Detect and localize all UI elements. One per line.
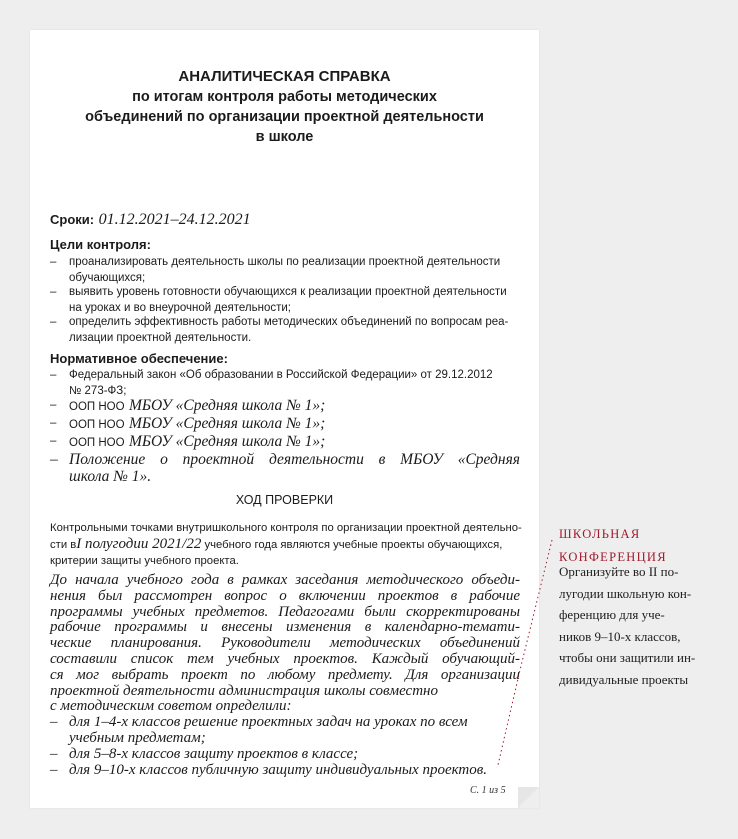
paragraph-text: сти в (50, 539, 77, 551)
paragraph-line: нения был рассмотрен вопрос о включении проектов в рабочие (50, 587, 520, 604)
oop-prefix: ООП НОО (69, 419, 125, 431)
goal-line: проанализировать деятельность школы по реализации проектной деятельности (69, 256, 501, 268)
list-line: для 1–4-х классов решение проектных задач на уроках по всем (69, 714, 468, 731)
norm-line: школа № 1». (69, 468, 152, 485)
norms-heading: Нормативное обеспечение: (50, 351, 228, 366)
dash: – (50, 451, 58, 468)
oop-school: МБОУ «Средняя школа № 1»; (129, 415, 326, 432)
note-line: лугодии школьную кон- (559, 585, 692, 601)
title-line: объединений по организации проектной деятельности (85, 109, 484, 125)
dash: – (50, 435, 57, 447)
list-line: для 9–10-х классов публичную защиту индивидуальных проектов. (69, 761, 488, 778)
norm-line: Федеральный закон «Об образовании в Российской Федерации» от 29.12.2012 (69, 369, 493, 381)
page-number: С. 1 из 5 (470, 785, 506, 796)
dash: – (50, 761, 58, 778)
norm-item (50, 415, 520, 433)
norm-line: Положение о проектной деятельности в МБОУ «Средняя (69, 451, 520, 468)
oop-school: МБОУ «Средняя школа № 1»; (129, 433, 326, 450)
list-item (50, 763, 520, 779)
page-fold-corner (518, 787, 539, 808)
terms-label: Сроки: (50, 212, 95, 227)
dash: – (50, 399, 57, 411)
norm-item (50, 451, 520, 487)
norm-item (50, 433, 520, 451)
oop-prefix: ООП НОО (69, 437, 125, 449)
goal-line: обучающихся; (69, 272, 146, 284)
norm-item (50, 397, 520, 415)
list-item (50, 715, 520, 747)
dotted-line (498, 540, 552, 765)
paragraph-line: проектной деятельности администрация школы совместно (50, 682, 438, 699)
oop-prefix: ООП НОО (69, 401, 125, 413)
paragraph-line: рабочие программы и внесены изменения в календарно-темати- (50, 619, 520, 636)
note-title-line: ШКОЛЬНАЯ (559, 527, 641, 541)
note-line: Организуйте во II по- (559, 564, 679, 579)
terms-row (50, 211, 251, 229)
document-title (30, 67, 539, 147)
terms-value: 01.12.2021–24.12.2021 (98, 211, 251, 228)
control-paragraph (50, 520, 520, 569)
dash: – (50, 369, 57, 381)
title-line: по итогам контроля работы методических (132, 89, 437, 105)
paragraph-line: составили список тем учебных проектов. Каждый обучающий- (50, 650, 520, 667)
annotation-connector (490, 530, 560, 770)
paragraph-line: Контрольными точками внутришкольного контроля по организации проектной деятельно- (50, 522, 522, 534)
note-text (559, 561, 729, 690)
dash: – (50, 256, 57, 268)
paragraph-line: До начала учебного года в рамках заседания методического объеди- (50, 572, 520, 588)
goal-item (50, 284, 520, 316)
paragraph-line: ческие планирования. Руководители методических объединений (50, 635, 520, 652)
annotated-paragraph (50, 573, 520, 778)
note-line: чтобы они защитили ин- (559, 650, 696, 665)
norm-line: № 273-ФЗ; (69, 385, 127, 397)
goal-item (50, 314, 520, 346)
dash: – (50, 286, 57, 298)
title-line: АНАЛИТИЧЕСКАЯ СПРАВКА (178, 68, 391, 85)
oop-school: МБОУ «Средняя школа № 1»; (129, 397, 326, 414)
paragraph-italic: I полугодии 2021/22 (76, 536, 202, 552)
dash: – (50, 316, 57, 328)
list-item (50, 747, 520, 763)
goal-line: определить эффективность работы методических объединений по вопросам реа- (69, 316, 509, 328)
paragraph-line: ся мог выбрать проект по любому предмету. Для организации (50, 666, 520, 683)
paragraph-text: учебного года являются учебные проекты обучающихся, (204, 539, 503, 551)
goal-line: лизации проектной деятельности. (69, 332, 252, 344)
paragraph-line: с методическим советом определили: (50, 698, 292, 715)
paragraph-line: программы учебных предметов. Педагогами были скорректированы (50, 603, 520, 620)
note-line: ференцию для уче- (559, 607, 665, 622)
dash: – (50, 745, 58, 762)
list-line: для 5–8-х классов защиту проектов в классе; (69, 745, 359, 762)
dash: – (50, 714, 58, 731)
dash: – (50, 417, 57, 429)
goal-line: на уроках и во внеурочной деятельности; (69, 302, 291, 314)
title-line: в школе (255, 129, 314, 145)
note-line: дивидуальные проекты (559, 671, 689, 687)
section-heading: ХОД ПРОВЕРКИ (235, 493, 334, 507)
paragraph-line: критерии защиты учебного проекта. (50, 555, 239, 567)
note-line: ников 9–10-х классов, (559, 628, 681, 644)
norm-item (50, 367, 520, 399)
list-line: учебным предметам; (69, 729, 206, 746)
goals-heading: Цели контроля: (50, 237, 151, 252)
goal-item (50, 254, 520, 286)
note-title-line: КОНФЕРЕНЦИЯ (559, 550, 667, 564)
goal-line: выявить уровень готовности обучающихся к реализации проектной деятельности (69, 286, 507, 298)
